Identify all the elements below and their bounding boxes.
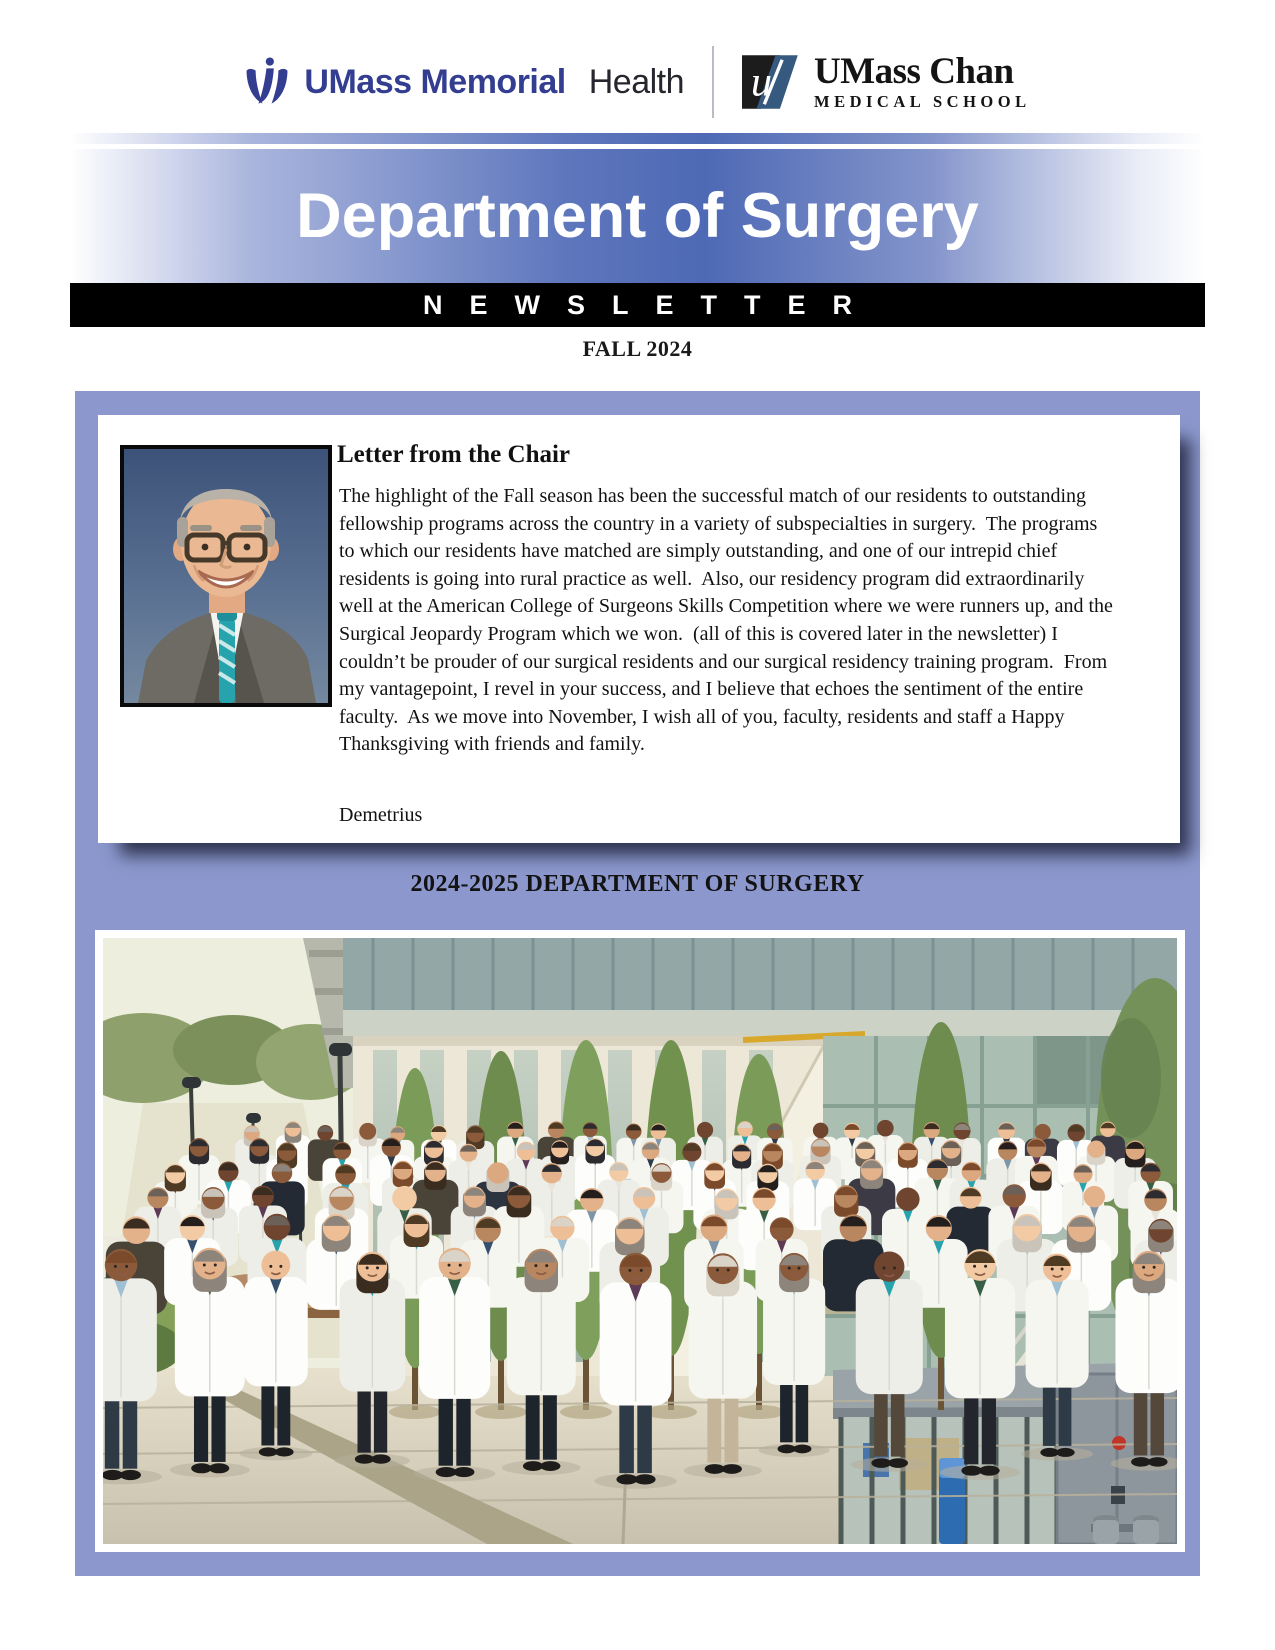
group-photo-illustration	[103, 938, 1177, 1544]
team-section-heading: 2024-2025 DEPARTMENT OF SURGERY	[410, 871, 865, 897]
umass-memorial-logo	[244, 57, 684, 107]
svg-text:u: u	[750, 58, 773, 106]
umass-chan-wordmark: UMass Chan	[814, 51, 1014, 93]
department-group-photo	[95, 930, 1185, 1552]
umass-chan-logo	[742, 53, 1031, 111]
gradient-strip	[70, 133, 1205, 144]
newsletter-bar	[70, 283, 1205, 327]
header-logos	[0, 38, 1275, 126]
chair-portrait-illustration	[124, 449, 328, 703]
letter-heading: Letter from the Chair	[337, 441, 571, 468]
umass-chan-text	[814, 53, 1031, 111]
content-panel	[75, 391, 1200, 1576]
masthead-banner	[70, 149, 1205, 283]
umass-chan-mark-icon	[742, 53, 800, 111]
health-wordmark: Health	[588, 62, 685, 101]
newsletter-label: NEWSLETTER	[423, 289, 879, 320]
letter-signature: Demetrius	[339, 804, 423, 826]
issue-date: FALL 2024	[582, 336, 693, 361]
letter-body: The highlight of the Fall season has been the successful match of our residents to outstanding fellowship programs across the country in a variety of subspecialties in surgery. The programs to which our residents have matched are simply outstanding, and one of our intrepid chief residents is going into rural practice as well. Also, our residency program did extraordinarily well at the American College of Surgeons Skills Competition where we were runners up, and the Surgical Jeopardy Program which we won. (all of this is covered later in the newsletter) I couldn’t be prouder of our surgical residents and our surgical residency training program. From my vantagepoint, I revel in your success, and I believe that echoes the sentiment of the entire faculty. As we move into November, I wish all of you, faculty, residents and staff a Happy Thanksgiving with friends and family.	[339, 485, 1118, 756]
umass-memorial-wordmark: UMass Memorial	[304, 62, 566, 101]
tulip-icon	[244, 57, 290, 107]
chair-letter-card	[98, 415, 1180, 843]
logo-divider	[712, 46, 714, 118]
chair-portrait	[120, 445, 332, 707]
masthead-title: Department of Surgery	[296, 181, 979, 251]
medical-school-wordmark: MEDICAL SCHOOL	[814, 92, 1031, 112]
